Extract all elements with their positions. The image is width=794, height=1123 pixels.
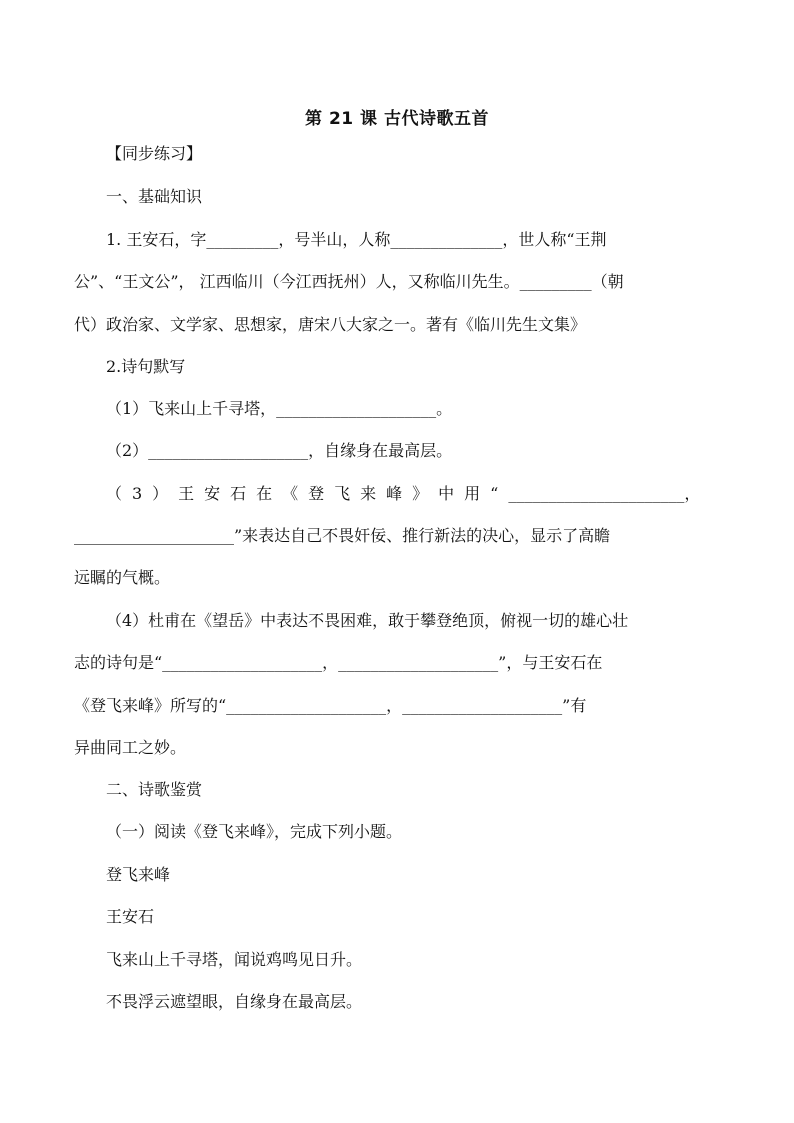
- poem-line1: 飞来山上千寻塔，闻说鸡鸣见日升。: [106, 950, 363, 969]
- q2-item2: （2）____________________，自缘身在最高层。: [106, 441, 453, 460]
- q2-item1: （1）飞来山上千寻塔，____________________。: [106, 399, 453, 418]
- q2-item3-line3: 远瞩的气概。: [74, 568, 171, 587]
- q1-line3: 代）政治家、文学家、思想家，唐宋八大家之一。著有《临川先生文集》: [74, 315, 587, 334]
- q2-item3-blank: ______________________，: [508, 484, 701, 503]
- q2-item4-line4: 异曲同工之妙。: [74, 738, 187, 757]
- q2-item4-line3: 《登飞来峰》所写的“____________________，____________________”有: [74, 696, 587, 715]
- q2-item4-line2: 志的诗句是“____________________，____________________”，与王安石在: [74, 653, 603, 672]
- q2-item4-line1: （4）杜甫在《望岳》中表达不畏困难，敢于攀登绝顶，俯视一切的雄心壮: [106, 611, 629, 630]
- poem-author: 王安石: [106, 907, 155, 926]
- poem-line2: 不畏浮云遮望眼，自缘身在最高层。: [106, 992, 363, 1011]
- reading-intro: （一）阅读《登飞来峰》，完成下列小题。: [106, 822, 403, 841]
- q1-line1: 1. 王安石，字_________，号半山，人称______________，世人称“王荆: [106, 230, 607, 249]
- part2-heading: 二、诗歌鉴赏: [106, 780, 203, 799]
- q2-item3-line1: [106, 484, 700, 504]
- q2-item3-prompt: （3）王安石在《登飞来峰》中用“: [106, 484, 509, 503]
- q1-line2: 公”、“王文公”， 江西临川（今江西抚州）人，又称临川先生。_________（朝: [74, 272, 624, 291]
- q2-heading: 2.诗句默写: [106, 357, 186, 376]
- q2-item3-line2: ____________________”来表达自己不畏奸佞、推行新法的决心，显示了高瞻: [74, 526, 611, 545]
- poem-title: 登飞来峰: [106, 865, 171, 884]
- page-title: 第 21 课 古代诗歌五首: [305, 109, 489, 129]
- part1-heading: 一、基础知识: [106, 187, 203, 206]
- section-practice-heading: 【同步练习】: [106, 144, 203, 163]
